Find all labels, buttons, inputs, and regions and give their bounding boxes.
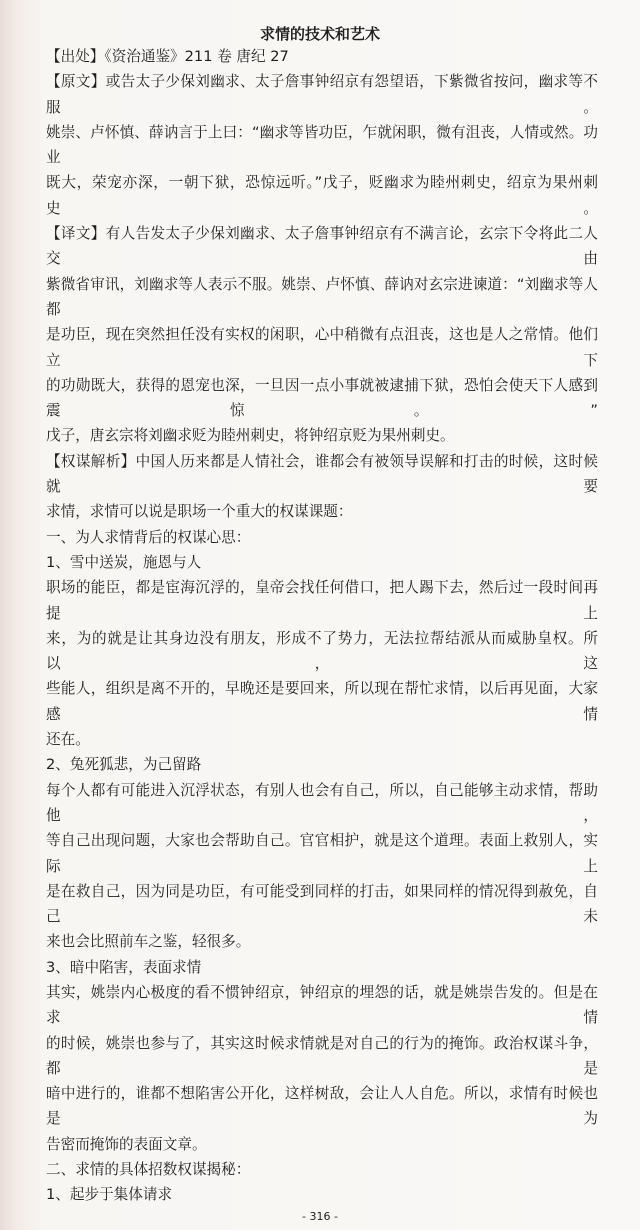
translation-line: 【译文】有人告发太子少保刘幽求、太子詹事钟绍京有不满言论，玄宗下令将此二人交由 [46,225,598,268]
translation-line: 是功臣，现在突然担任没有实权的闲职，心中稍微有点沮丧，这也是人之常情。他们立下 [46,326,598,369]
original-text-line: 姚崇、卢怀慎、薛讷言于上曰：“幽求等皆功臣，乍就闲职，微有沮丧，人情或然。功业 [46,123,598,167]
paragraph-line: 职场的能臣，都是宦海沉浮的，皇帝会找任何借口，把人踢下去，然后过一段时间再提上 [46,579,598,622]
document-body [46,44,598,1208]
subsection-heading: 3、暗中陷害，表面求情 [46,958,202,976]
original-text-line: 既大，荣宠亦深，一朝下狱，恐惊远听。”戊子，贬幽求为睦州刺史，绍京为果州刺史。 [46,174,598,217]
original-text-line: 【原文】或告太子少保刘幽求、太子詹事钟绍京有怨望语，下紫微省按问，幽求等不服。 [46,73,598,116]
paragraph-line: 来，为的就是让其身边没有朋友，形成不了势力，无法拉帮结派从而威胁皇权。所以，这 [46,629,598,673]
analysis-line: 求情，求情可以说是职场一个重大的权谋课题： [46,503,353,521]
page-title: 求情的技术和艺术 [259,25,380,43]
analysis-line: 【权谋解析】中国人历来都是人情社会，谁都会有被领导误解和打击的时候，这时候就要 [46,452,598,496]
source-line: 【出处】《资治通鉴》211 卷 唐纪 27 [46,48,289,65]
paragraph-line: 还在。 [46,731,90,749]
translation-line: 紫微省审讯，刘幽求等人表示不服。姚崇、卢怀慎、薛讷对玄宗进谏道：“刘幽求等人都 [46,275,598,318]
section-heading: 一、为人求情背后的权谋心思： [46,528,251,546]
subsection-heading: 1、起步于集体请求 [46,1186,173,1204]
paragraph-line: 是在救自己，因为同是功臣，有可能受到同样的打击，如果同样的情况得到赦免，自己未 [46,882,598,926]
paragraph-line: 些能人，组织是离不开的，早晚还是要回来，所以现在帮忙求情，以后再见面，大家感情 [46,680,598,723]
paragraph-line: 暗中进行的，谁都不想陷害公开化，这样树敌，会让人人自危。所以，求情有时候也是为 [46,1085,598,1128]
paragraph-line: 来也会比照前车之鉴，轻很多。 [46,933,251,951]
paragraph-line: 告密而掩饰的表面文章。 [46,1135,207,1153]
translation-line: 戊子，唐玄宗将刘幽求贬为睦州刺史，将钟绍京贬为果州刺史。 [46,427,455,445]
translation-line: 的功勋既大，获得的恩宠也深，一旦因一点小事就被逮捕下狱，恐怕会使天下人感到震惊。” [46,376,598,420]
subsection-heading: 1、雪中送炭，施恩与人 [46,553,202,571]
page-number: - 316 - [302,1209,338,1223]
paragraph-line: 等自己出现问题，大家也会帮助自己。官官相护，就是这个道理。表面上救别人，实际上 [46,832,598,875]
paragraph-line: 其实，姚崇内心极度的看不惯钟绍京，钟绍京的埋怨的话，就是姚崇告发的。但是在求情 [46,983,598,1027]
section-heading: 二、求情的具体招数权谋揭秘： [46,1161,251,1179]
subsection-heading: 2、兔死狐悲，为己留路 [46,756,202,774]
paragraph-line: 每个人都有可能进入沉浮状态，有别人也会有自己，所以，自己能够主动求情，帮助他， [46,781,598,824]
paragraph-line: 的时候，姚崇也参与了，其实这时候求情就是对自己的行为的掩饰。政治权谋斗争，都是 [46,1034,598,1077]
